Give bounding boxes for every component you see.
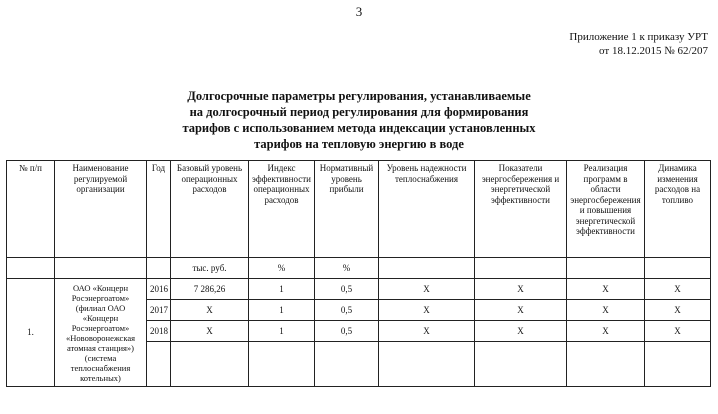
page-number: 3	[355, 4, 363, 19]
row-number: 1.	[7, 279, 55, 387]
appendix-reference	[569, 30, 708, 58]
document-title	[0, 88, 718, 152]
cell-fuel-dynamics: X	[645, 279, 711, 300]
units-efficiency-index: %	[249, 258, 315, 279]
header-organization: Наименование регулируемой организации	[55, 161, 147, 258]
units-cell-empty	[567, 258, 645, 279]
filler-cell	[171, 342, 249, 387]
units-profit-level: %	[315, 258, 379, 279]
cell-efficiency-index: 1	[249, 279, 315, 300]
cell-energy-programs: X	[567, 279, 645, 300]
header-row	[7, 161, 711, 258]
filler-cell	[567, 342, 645, 387]
units-cell-empty	[645, 258, 711, 279]
units-base-opex: тыс. руб.	[171, 258, 249, 279]
cell-base-opex: X	[171, 300, 249, 321]
cell-base-opex: X	[171, 321, 249, 342]
header-profit-level: Нормативный уровень прибыли	[315, 161, 379, 258]
cell-energy-indicators: X	[475, 321, 567, 342]
parameters-table	[6, 160, 711, 387]
title-line-4: тарифов на тепловую энергию в воде	[254, 137, 464, 151]
units-cell-empty	[475, 258, 567, 279]
cell-fuel-dynamics: X	[645, 321, 711, 342]
header-fuel-dynamics: Динамика изменения расходов на топливо	[645, 161, 711, 258]
header-number: № п/п	[7, 161, 55, 258]
header-energy-indicators: Показатели энергосбережения и энергетической эффективности	[475, 161, 567, 258]
organization-name: ОАО «Концерн Росэнергоатом» (филиал ОАО «Концерн Росэнергоатом» «Нововоронежская атомная станция») (система теплоснабжения котельных)	[55, 279, 147, 387]
filler-cell	[475, 342, 567, 387]
units-cell-empty	[147, 258, 171, 279]
units-cell-empty	[379, 258, 475, 279]
header-year: Год	[147, 161, 171, 258]
filler-cell	[249, 342, 315, 387]
cell-energy-indicators: X	[475, 279, 567, 300]
title-line-1: Долгосрочные параметры регулирования, устанавливаемые	[187, 89, 531, 103]
cell-efficiency-index: 1	[249, 321, 315, 342]
title-line-3: тарифов с использованием метода индексации установленных	[182, 121, 536, 135]
cell-year: 2017	[147, 300, 171, 321]
cell-fuel-dynamics: X	[645, 300, 711, 321]
header-efficiency-index: Индекс эффективности операционных расходов	[249, 161, 315, 258]
cell-profit-level: 0,5	[315, 279, 379, 300]
cell-energy-programs: X	[567, 300, 645, 321]
filler-cell	[645, 342, 711, 387]
cell-reliability: X	[379, 279, 475, 300]
cell-profit-level: 0,5	[315, 300, 379, 321]
cell-base-opex: 7 286,26	[171, 279, 249, 300]
title-line-2: на долгосрочный период регулирования для формирования	[189, 105, 529, 119]
appendix-line-2: от 18.12.2015 № 62/207	[599, 45, 708, 57]
cell-efficiency-index: 1	[249, 300, 315, 321]
filler-cell	[315, 342, 379, 387]
header-reliability: Уровень надежности теплоснабжения	[379, 161, 475, 258]
cell-profit-level: 0,5	[315, 321, 379, 342]
table-row	[7, 279, 711, 300]
filler-cell	[379, 342, 475, 387]
units-cell-empty	[7, 258, 55, 279]
cell-year: 2016	[147, 279, 171, 300]
units-row	[7, 258, 711, 279]
appendix-line-1: Приложение 1 к приказу УРТ	[569, 31, 708, 43]
cell-reliability: X	[379, 300, 475, 321]
units-cell-empty	[55, 258, 147, 279]
header-base-opex: Базовый уровень операционных расходов	[171, 161, 249, 258]
header-energy-programs: Реализация программ в области энергосбережения и повышения энергетической эффективности	[567, 161, 645, 258]
cell-energy-programs: X	[567, 321, 645, 342]
cell-energy-indicators: X	[475, 300, 567, 321]
cell-reliability: X	[379, 321, 475, 342]
filler-cell	[147, 342, 171, 387]
cell-year: 2018	[147, 321, 171, 342]
